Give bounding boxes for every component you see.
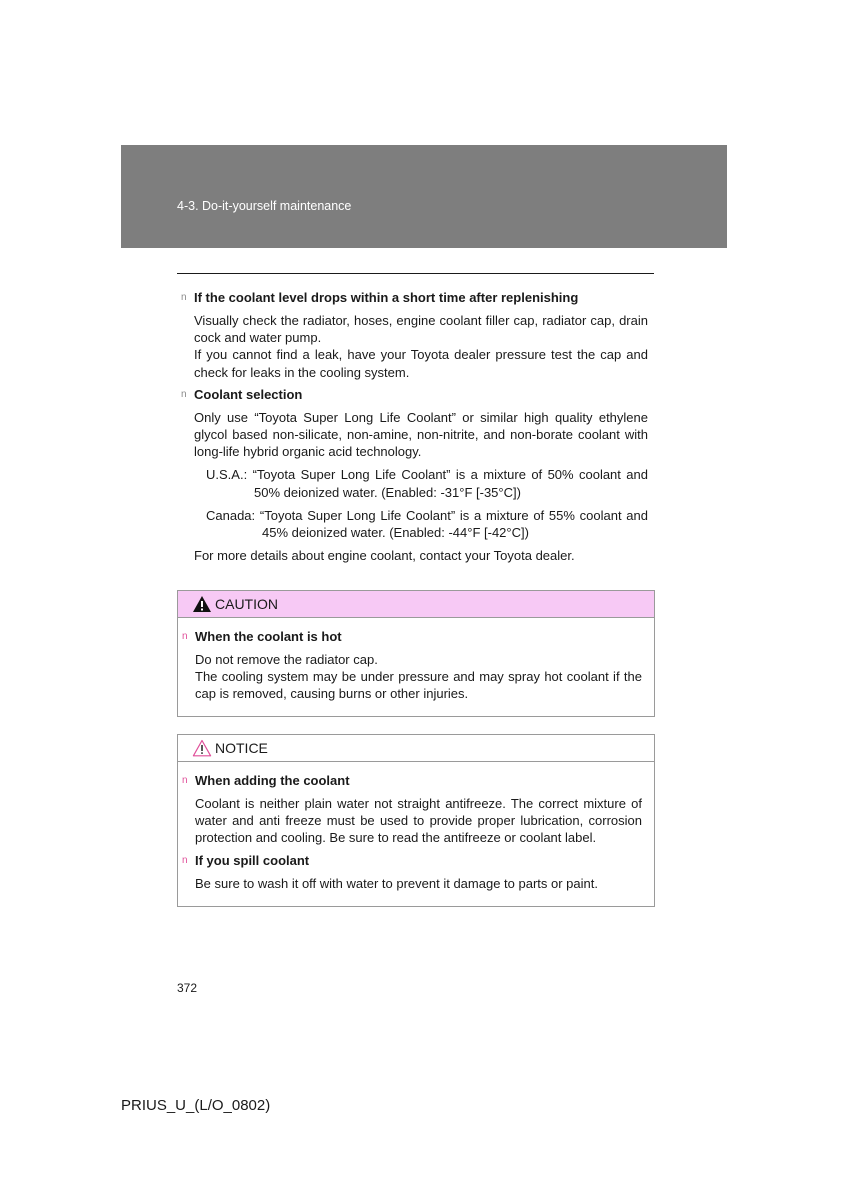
bullet-marker: n <box>182 854 188 866</box>
heading-text: When adding the coolant <box>195 773 350 788</box>
heading-coolant-selection <box>177 386 654 404</box>
warning-triangle-outline-icon <box>192 739 212 757</box>
caution-title: CAUTION <box>215 596 278 612</box>
paragraph: Coolant is neither plain water not straight antifreeze. The correct mixture of water and anti freeze must be used to provide proper lubrication, corrosion protection and cooling. Be sure to read the antifreeze or coolant label. <box>195 796 642 846</box>
heading-text: If the coolant level drops within a short time after replenishing <box>194 290 579 305</box>
main-content <box>177 289 654 564</box>
heading-adding-coolant <box>178 772 648 790</box>
bullet-marker: n <box>181 388 187 400</box>
bullet-marker: n <box>181 292 187 303</box>
notice-body <box>178 762 654 892</box>
notice-title: NOTICE <box>215 740 268 756</box>
caution-body <box>178 618 654 703</box>
heading-text: If you spill coolant <box>195 852 310 868</box>
heading-spill-coolant <box>178 852 648 870</box>
caution-header <box>178 591 654 618</box>
paragraph: If you cannot find a leak, have your Toyota dealer pressure test the cap and check for leaks in the cooling system. <box>194 347 648 380</box>
bullet-marker: n <box>182 775 188 786</box>
notice-header <box>178 735 654 762</box>
notice-box <box>177 734 655 907</box>
heading-text: Coolant selection <box>194 386 303 402</box>
warning-triangle-filled-icon <box>192 595 212 613</box>
paragraph: The cooling system may be under pressure and may spray hot coolant if the cap is removed, causing burns or other injuries. <box>195 669 642 702</box>
section-title: 4-3. Do-it-yourself maintenance <box>177 199 352 213</box>
caution-box <box>177 590 655 717</box>
bullet-marker: n <box>182 631 188 642</box>
canada-spec: Canada: “Toyota Super Long Life Coolant” is a mixture of 55% coolant and 45% deionized water. (Enabled: -44°F [-42°C]) <box>206 507 648 541</box>
divider-rule <box>177 273 654 274</box>
page-number: 372 <box>177 981 198 995</box>
heading-coolant-drops <box>177 289 654 307</box>
paragraph: Visually check the radiator, hoses, engine coolant filler cap, radiator cap, drain cock and water pump. <box>194 313 648 346</box>
usa-spec: U.S.A.: “Toyota Super Long Life Coolant” is a mixture of 50% coolant and 50% deionized water. (Enabled: -31°F [-35°C]) <box>206 467 648 500</box>
document-code: PRIUS_U_(L/O_0802) <box>121 1097 271 1114</box>
paragraph: For more details about engine coolant, contact your Toyota dealer. <box>194 548 575 564</box>
paragraph: Be sure to wash it off with water to prevent it damage to parts or paint. <box>195 875 598 891</box>
heading-coolant-hot <box>178 628 648 646</box>
heading-text: When the coolant is hot <box>195 629 342 644</box>
paragraph: Only use “Toyota Super Long Life Coolant” or similar high quality ethylene glycol based non-silicate, non-amine, non-nitrite, and non-borate coolant with long-life hybrid organic acid technology. <box>194 409 648 460</box>
paragraph: Do not remove the radiator cap. <box>195 652 378 667</box>
section-header-band <box>121 145 727 248</box>
